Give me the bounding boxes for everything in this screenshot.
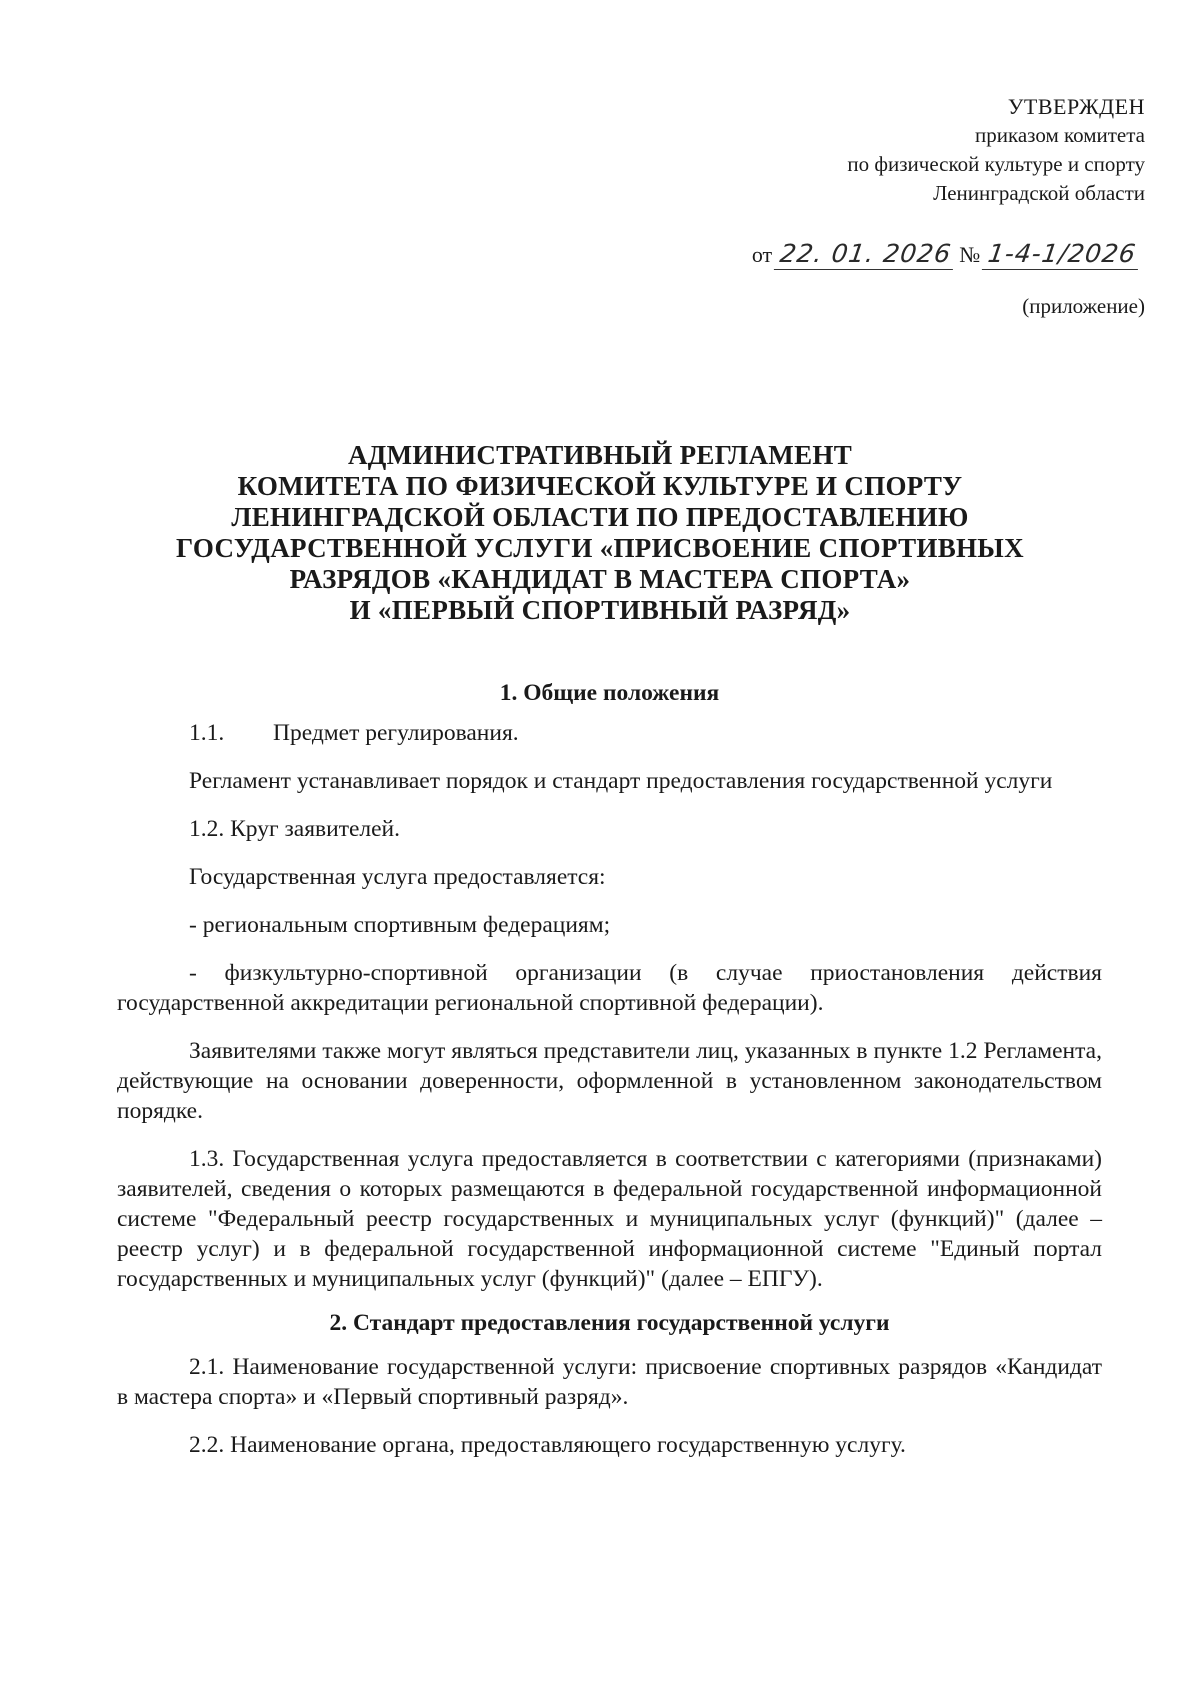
item-1-2: 1.2. Круг заявителей. xyxy=(189,816,401,842)
paragraph-representatives: Заявителями также могут являться представители лиц, указанных в пункте 1.2 Регламента, действующие на основании доверенности, оформленной в установленном законодательством порядке. xyxy=(117,1038,1102,1124)
document-title xyxy=(0,440,1200,626)
item-2-2: 2.2. Наименование органа, предоставляющего государственную услугу. xyxy=(189,1432,906,1458)
document-body xyxy=(117,678,1102,1460)
item-1-3: 1.3. Государственная услуга предоставляется в соответствии с категориями (признаками) заявителей, сведения о которых размещаются в федеральной государственной информационной системе "Федеральный реестр государственных и муниципальных услуг (функций)" (далее – реестр услуг) и в федеральной государственной информационной системе "Единый портал государственных и муниципальных услуг (функций)" (далее – ЕПГУ). xyxy=(117,1146,1102,1292)
approval-title: УТВЕРЖДЕН xyxy=(1007,94,1145,119)
approval-line-2: по физической культуре и спорту xyxy=(847,152,1145,176)
title-line: ГОСУДАРСТВЕННОЙ УСЛУГИ «ПРИСВОЕНИЕ СПОРТИВНЫХ xyxy=(176,533,1024,563)
approval-line-3: Ленинградской области xyxy=(933,181,1145,205)
date-prefix: от xyxy=(751,242,773,267)
approval-block xyxy=(847,92,1145,208)
approval-line-1: приказом комитета xyxy=(974,123,1145,147)
applicant-bullet-1: - региональным спортивным федерациям; xyxy=(189,912,611,938)
section-2-heading: 2. Стандарт предоставления государственной услуги xyxy=(329,1310,890,1336)
title-line: РАЗРЯДОВ «КАНДИДАТ В МАСТЕРА СПОРТА» xyxy=(289,564,911,594)
appendix-label: (приложение) xyxy=(1022,294,1145,318)
item-2-1: 2.1. Наименование государственной услуги: присвоение спортивных разрядов «Кандидат в мастера спорта» и «Первый спортивный разряд». xyxy=(117,1354,1102,1410)
title-line: И «ПЕРВЫЙ СПОРТИВНЫЙ РАЗРЯД» xyxy=(349,595,851,625)
paragraph-service-provided: Государственная услуга предоставляется: xyxy=(189,864,606,890)
number-label: № xyxy=(959,242,981,267)
handwritten-date: 22. 01. 2026 xyxy=(774,239,957,270)
title-line: АДМИНИСТРАТИВНЫЙ РЕГЛАМЕНТ xyxy=(347,440,853,470)
handwritten-order-number: 1-4-1/2026 xyxy=(982,239,1142,270)
section-1-heading: 1. Общие положения xyxy=(499,680,720,706)
order-date-line xyxy=(748,232,1140,270)
item-1-1-text: Предмет регулирования. xyxy=(273,720,519,746)
title-line: КОМИТЕТА ПО ФИЗИЧЕСКОЙ КУЛЬТУРЕ И СПОРТУ xyxy=(237,471,963,501)
item-1-1-number: 1.1. xyxy=(189,720,225,746)
title-line: ЛЕНИНГРАДСКОЙ ОБЛАСТИ ПО ПРЕДОСТАВЛЕНИЮ xyxy=(231,502,969,532)
item-1-1 xyxy=(117,718,1102,748)
paragraph-regulation: Регламент устанавливает порядок и стандарт предоставления государственной услуги xyxy=(189,768,1053,794)
applicant-bullet-2: - физкультурно-спортивной организации (в случае приостановления действия государственной аккредитации региональной спортивной федерации). xyxy=(117,960,1102,1016)
